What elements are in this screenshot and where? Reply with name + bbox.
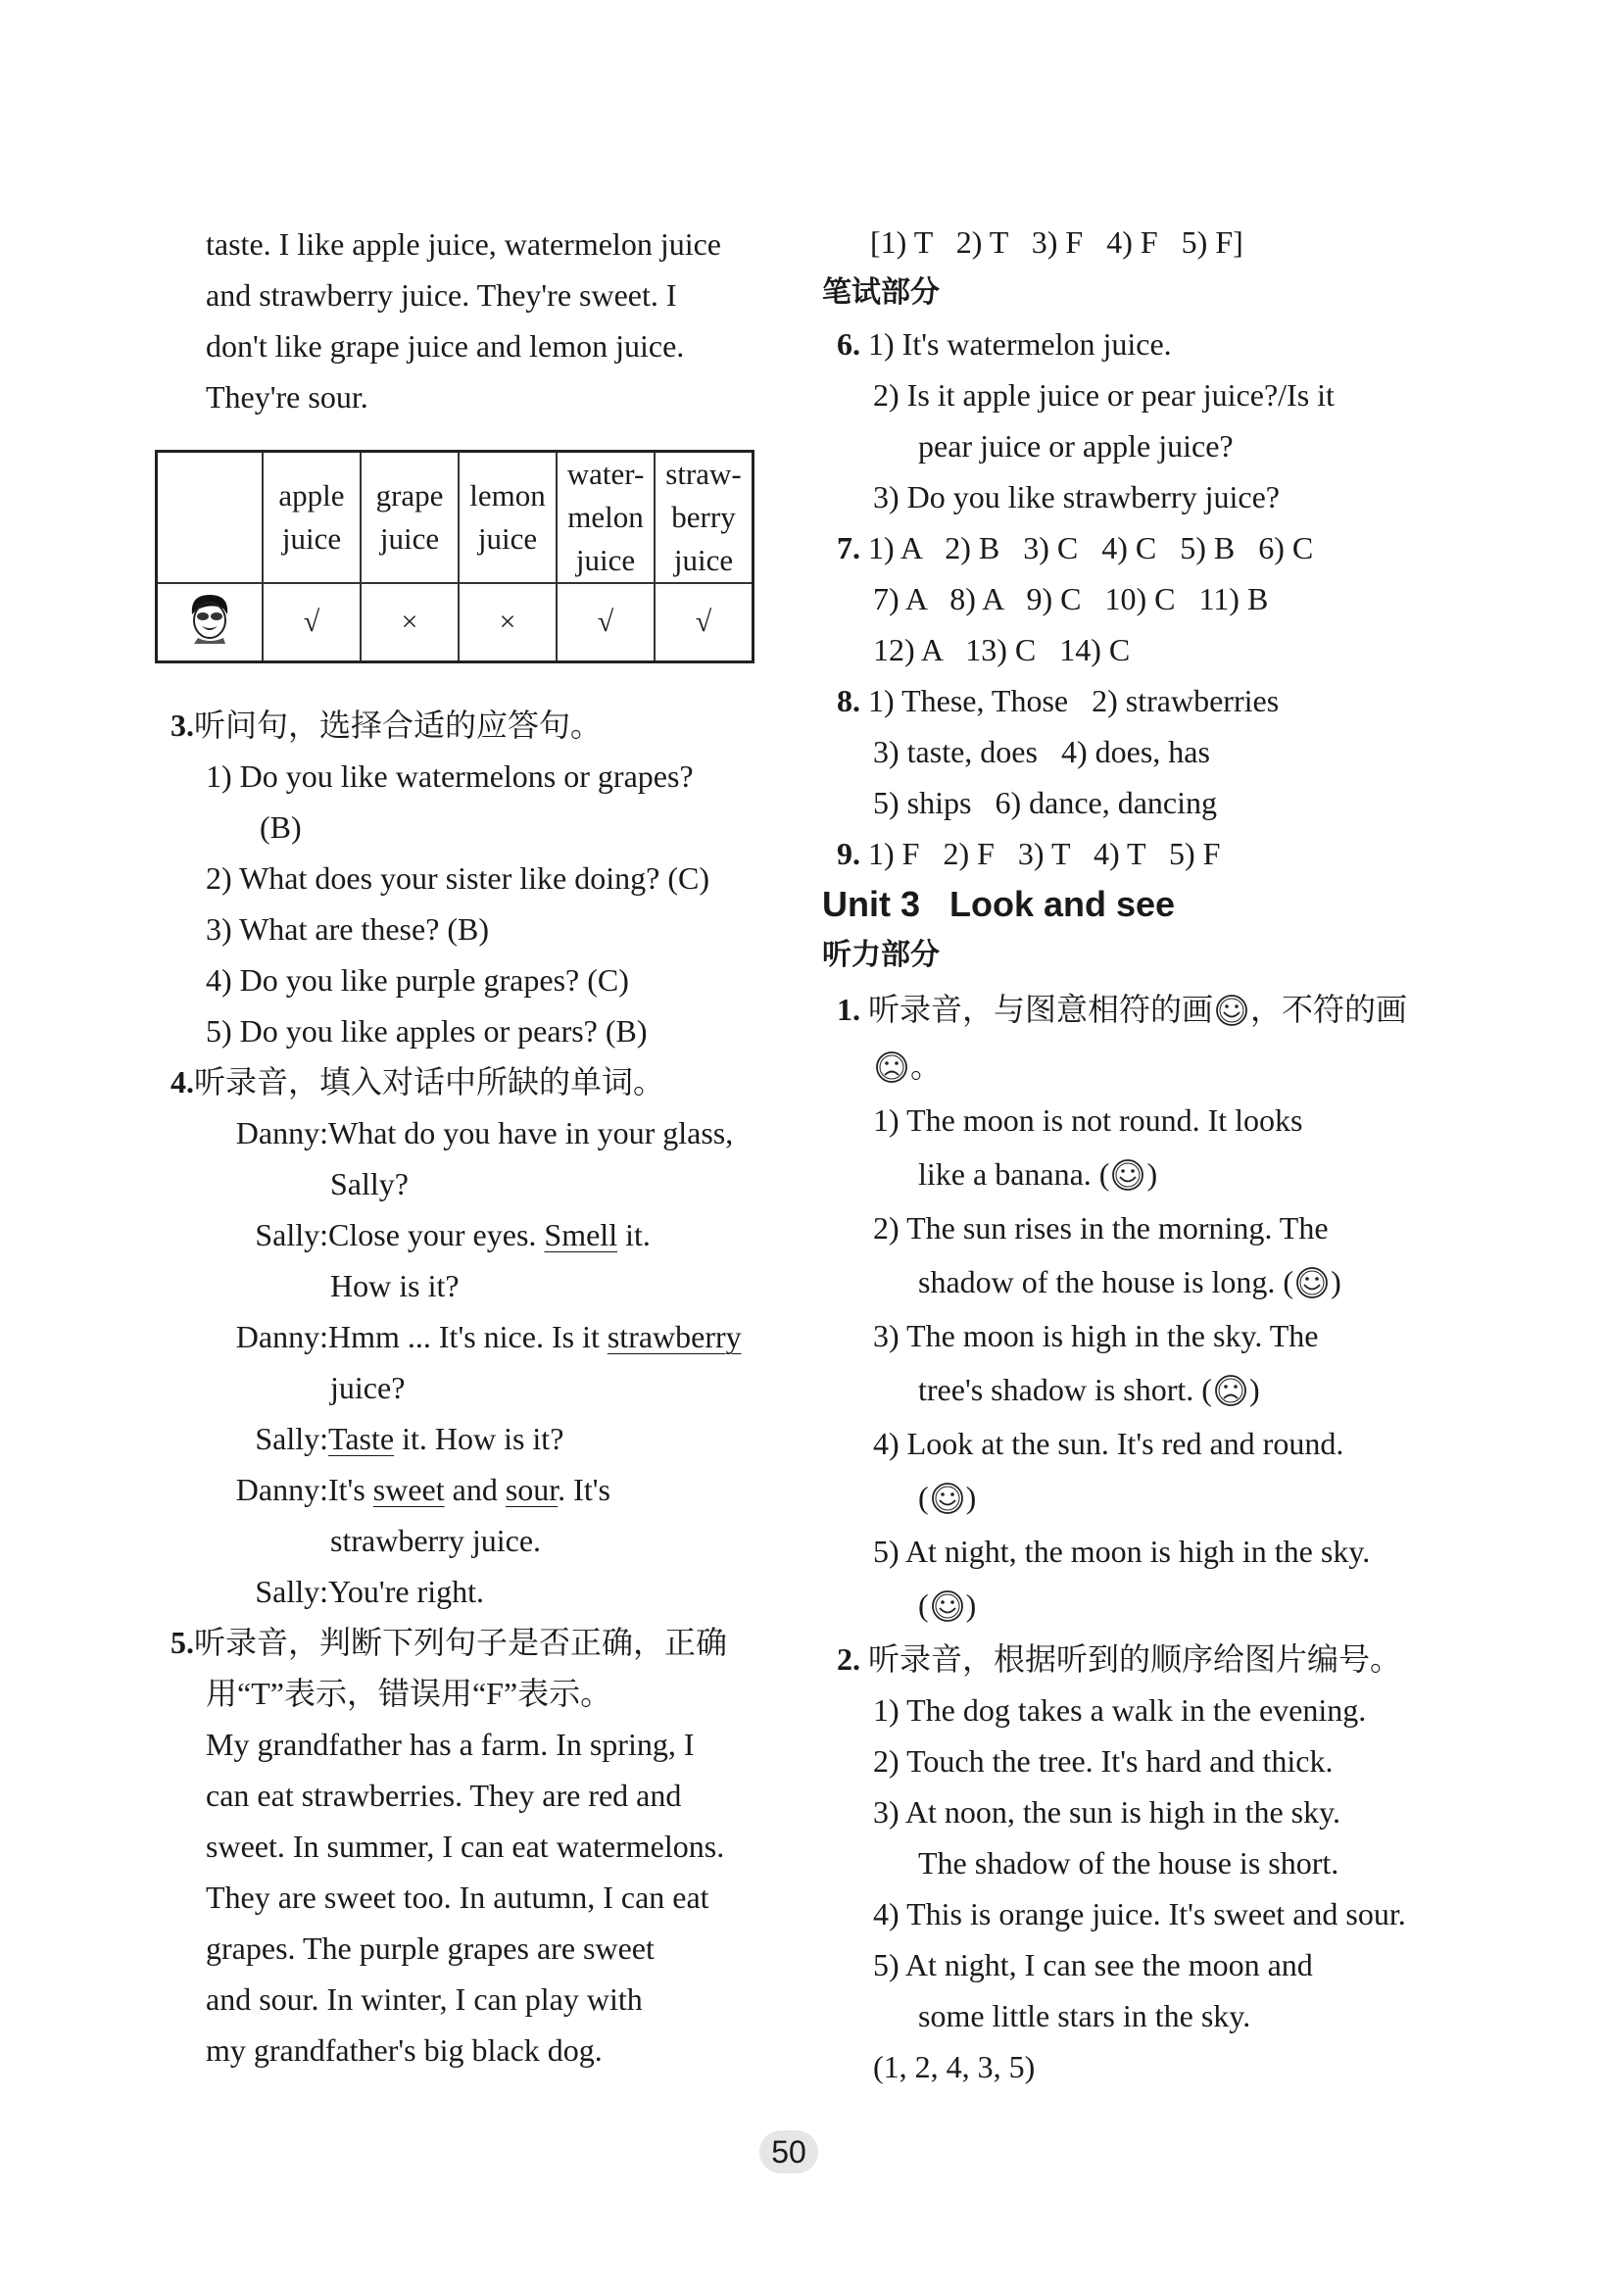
text-segment: 1) It's watermelon juice. xyxy=(860,326,1172,362)
question-number: 7. xyxy=(837,530,860,565)
question-number: 6. xyxy=(837,326,860,362)
text-line xyxy=(0,1634,1605,1685)
text-segment: 5) Do you like apples or pears? (B) xyxy=(206,1013,648,1049)
question-number: 5. xyxy=(170,1625,194,1660)
filled-answer-word: sweet xyxy=(372,1472,445,1507)
text-line xyxy=(0,217,1605,268)
text-segment: 1) F 2) F 3) T 4) T 5) F xyxy=(860,836,1221,871)
header-text: juice xyxy=(379,521,440,556)
text-line xyxy=(0,1418,1605,1469)
text-segment: 听录音，根据听到的顺序给图片编号。 xyxy=(860,1641,1402,1677)
mark-cell: √ xyxy=(263,583,361,662)
speaker-label: Danny: xyxy=(235,1115,328,1150)
text-line xyxy=(0,1888,1605,1939)
text-segment: What do you have in your glass, xyxy=(328,1115,734,1150)
header-text: water- xyxy=(566,457,645,491)
text-segment: 用“T”表示，错误用“F”表示。 xyxy=(206,1676,612,1711)
header-text: melon xyxy=(567,500,644,534)
text-segment: 3) taste, does 4) does, has xyxy=(873,734,1210,769)
header-text: juice xyxy=(477,521,538,556)
speaker-label: Sally: xyxy=(255,1574,328,1609)
header-text: straw- xyxy=(665,457,742,491)
text-segment: 听问句，选择合适的应答句。 xyxy=(194,708,603,743)
text-segment: ( xyxy=(918,1588,929,1623)
text-line xyxy=(0,624,1605,675)
text-segment: 2) The sun rises in the morning. The xyxy=(873,1210,1329,1246)
text-segment: some little stars in the sky. xyxy=(918,1998,1251,2033)
text-segment: Unit 3 Look and see xyxy=(822,884,1176,924)
text-segment: 1) Do you like watermelons or grapes? xyxy=(206,758,694,794)
text-segment: can eat strawberries. They are red and xyxy=(206,1778,682,1813)
question-number: 2. xyxy=(837,1641,860,1677)
text-line: and strawberry juice. They're sweet. I xyxy=(206,277,677,313)
text-line xyxy=(0,522,1605,573)
text-line xyxy=(0,1990,1605,2041)
text-segment: like a banana. ( xyxy=(918,1156,1110,1192)
mark-cell: √ xyxy=(557,583,655,662)
mark-cell: × xyxy=(361,583,459,662)
question-number: 8. xyxy=(837,683,860,718)
text-line xyxy=(0,1939,1605,1990)
text-segment: and xyxy=(444,1472,506,1507)
text-segment: The shadow of the house is short. xyxy=(918,1845,1339,1881)
text-segment: my grandfather's big black dog. xyxy=(206,2032,603,2068)
text-line xyxy=(0,981,1605,1038)
question-number: 4. xyxy=(170,1064,194,1099)
text-segment: Hmm ... It's nice. Is it xyxy=(328,1319,608,1354)
text-segment: 听录音，与图意相符的画 xyxy=(860,992,1214,1027)
text-segment: 4) Look at the sun. It's red and round. xyxy=(873,1426,1344,1461)
text-line xyxy=(0,1735,1605,1786)
mark-cell: √ xyxy=(655,583,754,662)
text-segment: ，不符的画 xyxy=(1250,992,1408,1027)
mark-cell: × xyxy=(459,583,557,662)
text-line xyxy=(0,369,1605,420)
header-text: apple xyxy=(278,478,345,513)
text-line xyxy=(0,1202,1605,1253)
text-line xyxy=(0,1685,1605,1735)
text-segment: 12) A 13) C 14) C xyxy=(873,632,1131,667)
text-line xyxy=(0,1310,1605,1361)
text-line xyxy=(0,420,1605,471)
smiley-face-icon xyxy=(931,1482,964,1515)
header-text: berry xyxy=(671,500,736,534)
text-segment: juice? xyxy=(330,1370,406,1405)
text-line: They're sour. xyxy=(206,379,368,415)
unit-heading xyxy=(0,879,1605,930)
text-segment: 1) A 2) B 3) C 4) C 5) B 6) C xyxy=(860,530,1314,565)
text-segment: 2) What does your sister like doing? (C) xyxy=(206,860,709,896)
filled-answer-word: sour xyxy=(505,1472,559,1507)
text-segment: 1) The dog takes a walk in the evening. xyxy=(873,1692,1367,1728)
text-segment: shadow of the house is long. ( xyxy=(918,1264,1294,1299)
text-segment: Sally? xyxy=(330,1166,409,1201)
text-segment: strawberry juice. xyxy=(330,1523,542,1558)
sad-face-icon xyxy=(1214,1374,1247,1407)
text-segment: ( xyxy=(918,1480,929,1515)
text-segment: ) xyxy=(1146,1156,1158,1192)
speaker-label: Sally: xyxy=(255,1217,328,1252)
text-segment: grapes. The purple grapes are sweet xyxy=(206,1930,655,1966)
text-line xyxy=(0,471,1605,522)
right-column xyxy=(0,217,1605,2092)
header-text: juice xyxy=(673,543,734,577)
text-segment: 1) These, Those 2) strawberries xyxy=(860,683,1280,718)
text-line xyxy=(0,573,1605,624)
text-segment: tree's shadow is short. ( xyxy=(918,1372,1212,1407)
smiley-face-icon xyxy=(1111,1158,1144,1192)
text-segment: [1) T 2) T 3) F 4) F 5) F] xyxy=(870,224,1243,260)
section-heading xyxy=(0,930,1605,981)
text-line xyxy=(0,726,1605,777)
text-segment: 听录音，判断下列句子是否正确，正确 xyxy=(194,1625,728,1660)
text-segment: 5) ships 6) dance, dancing xyxy=(873,785,1218,820)
text-segment: 1) The moon is not round. It looks xyxy=(873,1102,1303,1138)
text-segment: sweet. In summer, I can eat watermelons. xyxy=(206,1829,725,1864)
smiley-face-icon xyxy=(1215,994,1248,1027)
text-segment: 2) Is it apple juice or pear juice?/Is it xyxy=(873,377,1335,413)
section-heading xyxy=(0,268,1605,318)
text-segment: 3) The moon is high in the sky. The xyxy=(873,1318,1319,1353)
text-segment: ) xyxy=(965,1480,977,1515)
text-line xyxy=(0,1837,1605,1888)
filled-answer-word: strawberry xyxy=(607,1319,742,1354)
text-segment: ) xyxy=(965,1588,977,1623)
text-segment: it. xyxy=(617,1217,651,1252)
header-text: juice xyxy=(575,543,636,577)
header-text: lemon xyxy=(469,478,546,513)
text-segment: ) xyxy=(1331,1264,1341,1299)
speaker-label: Sally: xyxy=(255,1421,328,1456)
question-number: 3. xyxy=(170,708,194,743)
text-line xyxy=(0,1095,1605,1146)
text-segment: 3) Do you like strawberry juice? xyxy=(873,479,1280,514)
text-line xyxy=(0,2041,1605,2092)
header-text: grape xyxy=(375,478,444,513)
text-segment: . It's xyxy=(558,1472,610,1507)
page-number: 50 xyxy=(759,2130,818,2174)
filled-answer-word: Smell xyxy=(544,1217,618,1252)
text-segment: 3) At noon, the sun is high in the sky. xyxy=(873,1794,1341,1830)
text-line xyxy=(0,1577,1605,1634)
text-line xyxy=(0,1253,1605,1310)
text-segment: 5) At night, the moon is high in the sky. xyxy=(873,1534,1371,1569)
text-line: taste. I like apple juice, watermelon juice xyxy=(206,226,721,262)
text-segment: and sour. In winter, I can play with xyxy=(206,1981,643,2017)
text-segment: How is it? xyxy=(330,1268,460,1303)
text-segment: 2) Touch the tree. It's hard and thick. xyxy=(873,1743,1334,1779)
speaker-label: Danny: xyxy=(235,1472,328,1507)
text-segment: Close your eyes. xyxy=(328,1217,545,1252)
text-line xyxy=(0,777,1605,828)
sad-face-icon xyxy=(875,1050,908,1084)
smiley-face-icon xyxy=(931,1589,964,1623)
filled-answer-word: Taste xyxy=(328,1421,395,1456)
text-segment: 3) What are these? (B) xyxy=(206,911,490,947)
text-line: don't like grape juice and lemon juice. xyxy=(206,328,685,364)
header-text: juice xyxy=(281,521,342,556)
text-segment: 5) At night, I can see the moon and xyxy=(873,1947,1313,1982)
text-line xyxy=(0,318,1605,369)
text-segment: 。 xyxy=(910,1049,943,1084)
text-segment: You're right. xyxy=(328,1574,484,1609)
text-segment: 7) A 8) A 9) C 10) C 11) B xyxy=(873,581,1269,616)
text-segment: (B) xyxy=(260,809,302,845)
text-line xyxy=(0,1038,1605,1095)
text-segment: It's xyxy=(328,1472,373,1507)
text-segment: 听录音，填入对话中所缺的单词。 xyxy=(194,1064,665,1099)
question-number: 9. xyxy=(837,836,860,871)
smiley-face-icon xyxy=(1295,1266,1329,1299)
text-segment: pear juice or apple juice? xyxy=(918,428,1234,464)
text-segment: My grandfather has a farm. In spring, I xyxy=(206,1727,695,1762)
text-line xyxy=(0,1469,1605,1526)
text-segment: 4) Do you like purple grapes? (C) xyxy=(206,962,629,998)
text-segment: ) xyxy=(1248,1372,1260,1407)
text-segment: 笔试部分 xyxy=(822,275,940,310)
speaker-label: Danny: xyxy=(235,1319,328,1354)
question-number: 1. xyxy=(837,992,860,1027)
text-line xyxy=(0,1786,1605,1837)
text-line xyxy=(0,828,1605,879)
text-line xyxy=(0,1361,1605,1418)
text-segment: They are sweet too. In autumn, I can eat xyxy=(206,1880,709,1915)
text-line xyxy=(0,675,1605,726)
text-segment: 4) This is orange juice. It's sweet and sour. xyxy=(873,1896,1406,1931)
text-segment: 听力部分 xyxy=(822,938,940,972)
text-segment: it. How is it? xyxy=(394,1421,564,1456)
text-line xyxy=(0,1526,1605,1577)
text-line xyxy=(0,1146,1605,1202)
text-segment: (1, 2, 4, 3, 5) xyxy=(873,2049,1036,2084)
